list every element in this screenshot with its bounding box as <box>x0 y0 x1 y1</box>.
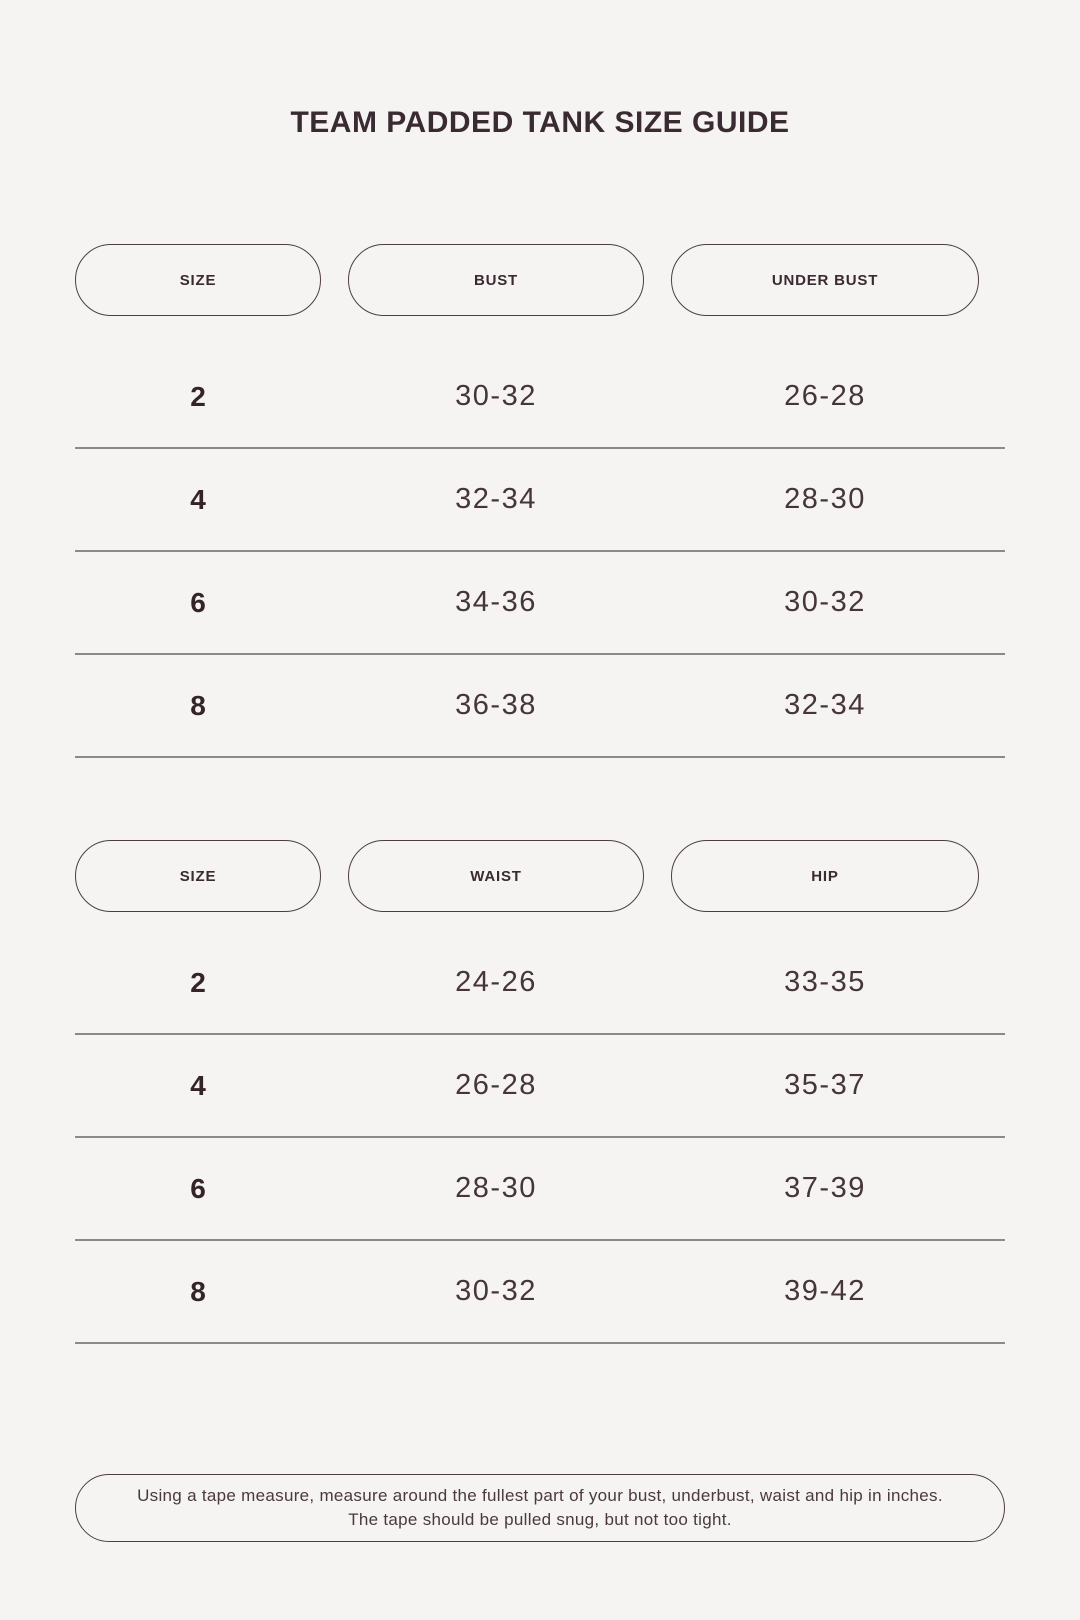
bust-size-table <box>75 244 1005 758</box>
column-header-pill-hip: HIP <box>671 840 979 912</box>
measurement-note-pill <box>75 1474 1005 1542</box>
table-row <box>75 655 1005 758</box>
size-cell: 8 <box>190 689 206 721</box>
measurement-note-line-2: The tape should be pulled snug, but not too tight. <box>348 1510 732 1529</box>
column-header-pill-waist: WAIST <box>348 840 644 912</box>
size-cell: 4 <box>190 483 206 515</box>
table-row <box>75 346 1005 449</box>
waist-cell: 30-32 <box>455 1275 537 1307</box>
table-row <box>75 1241 1005 1344</box>
table-header-row <box>75 244 1005 316</box>
hip-cell: 33-35 <box>784 966 866 998</box>
hip-cell: 35-37 <box>784 1069 866 1101</box>
size-cell: 2 <box>190 966 206 998</box>
bust-cell: 36-38 <box>455 689 537 721</box>
waist-cell: 28-30 <box>455 1172 537 1204</box>
under-bust-cell: 32-34 <box>784 689 866 721</box>
column-header-pill-bust: BUST <box>348 244 644 316</box>
table-row <box>75 552 1005 655</box>
waist-cell: 26-28 <box>455 1069 537 1101</box>
column-header-pill-size: SIZE <box>75 840 321 912</box>
hip-cell: 37-39 <box>784 1172 866 1204</box>
bust-cell: 34-36 <box>455 586 537 618</box>
bust-cell: 32-34 <box>455 483 537 515</box>
bust-cell: 30-32 <box>455 380 537 412</box>
waist-cell: 24-26 <box>455 966 537 998</box>
table-header-row <box>75 840 1005 912</box>
column-header-pill-size: SIZE <box>75 244 321 316</box>
size-cell: 2 <box>190 380 206 412</box>
table-row <box>75 449 1005 552</box>
under-bust-cell: 28-30 <box>784 483 866 515</box>
waist-hip-table <box>75 840 1005 1344</box>
hip-cell: 39-42 <box>784 1275 866 1307</box>
under-bust-cell: 30-32 <box>784 586 866 618</box>
column-header-pill-under-bust: UNDER BUST <box>671 244 979 316</box>
size-cell: 8 <box>190 1275 206 1307</box>
table-row <box>75 932 1005 1035</box>
table-row <box>75 1138 1005 1241</box>
size-cell: 6 <box>190 1172 206 1204</box>
under-bust-cell: 26-28 <box>784 380 866 412</box>
size-cell: 6 <box>190 586 206 618</box>
table-row <box>75 1035 1005 1138</box>
measurement-note-line-1: Using a tape measure, measure around the fullest part of your bust, underbust, waist and hip in inches. <box>137 1485 943 1505</box>
size-cell: 4 <box>190 1069 206 1101</box>
page-title: TEAM PADDED TANK SIZE GUIDE <box>290 106 790 139</box>
